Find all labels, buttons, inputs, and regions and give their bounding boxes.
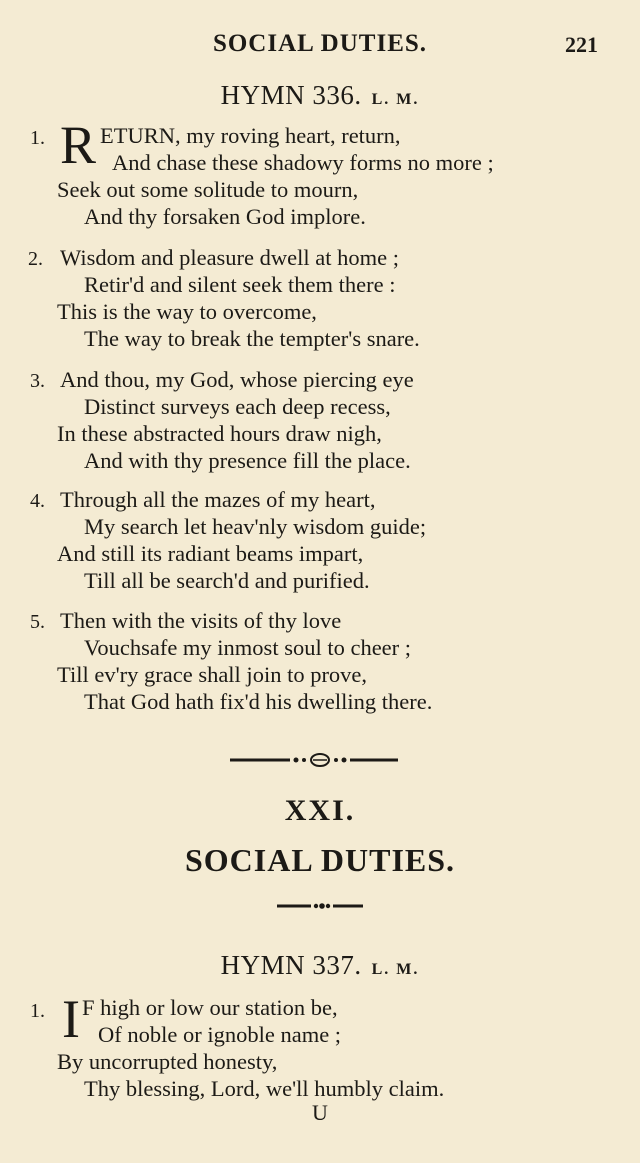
stanza-number: 3. — [30, 370, 45, 392]
verse-line: The way to break the tempter's snare. — [84, 326, 420, 351]
verse-line: Seek out some solitude to mourn, — [57, 177, 359, 202]
section-number: XXI. — [284, 794, 356, 827]
stanza-number: 2. — [28, 248, 43, 270]
drop-cap: R — [60, 115, 97, 175]
verse-line: Vouchsafe my inmost soul to cheer ; — [84, 635, 412, 660]
verse-line: Till all be search'd and purified. — [84, 568, 370, 593]
verse-line: Then with the visits of thy love — [60, 608, 342, 633]
stanza-number: 1. — [30, 1000, 45, 1022]
verse-line: ETURN, my roving heart, return, — [100, 123, 401, 148]
verse-line: Retir'd and silent seek them there : — [84, 272, 396, 297]
catchword: U — [312, 1100, 328, 1125]
verse-line: And chase these shadowy forms no more ; — [112, 150, 494, 175]
hymn-336-meter: L. M. — [371, 91, 420, 108]
verse-line: And with thy presence fill the place. — [84, 448, 411, 473]
hymn-337-meter: L. M. — [371, 961, 420, 978]
hymn-336-title — [0, 80, 640, 111]
small-ornament-icon — [0, 896, 640, 916]
hymn-337-title — [0, 950, 640, 981]
verse-line: My search let heav'nly wisdom guide; — [84, 514, 427, 539]
stanza-number: 5. — [30, 611, 45, 633]
verse-line: And still its radiant beams impart, — [57, 541, 364, 566]
stanza-number: 4. — [30, 490, 45, 512]
verse-line: Thy blessing, Lord, we'll humbly claim. — [84, 1076, 445, 1101]
verse-line: In these abstracted hours draw nigh, — [57, 421, 382, 446]
stanza-number: 1. — [30, 127, 45, 149]
verse-line: This is the way to overcome, — [57, 299, 317, 324]
hymn-337-title-text: HYMN 337. — [220, 950, 362, 980]
verse-line: Distinct surveys each deep recess, — [84, 394, 391, 419]
verse-line: F high or low our station be, — [82, 995, 338, 1020]
verse-line: And thy forsaken God implore. — [84, 204, 366, 229]
ornament-divider-icon — [0, 750, 640, 770]
drop-cap: I — [62, 989, 80, 1049]
running-head: SOCIAL DUTIES. — [212, 30, 428, 57]
verse-line: Through all the mazes of my heart, — [60, 487, 376, 512]
page-number: 221 — [565, 32, 598, 57]
verse-line: That God hath fix'd his dwelling there. — [84, 689, 433, 714]
verse-line: By uncorrupted honesty, — [57, 1049, 278, 1074]
verse-line: Of noble or ignoble name ; — [98, 1022, 342, 1047]
section-title: SOCIAL DUTIES. — [184, 842, 456, 878]
verse-line: And thou, my God, whose piercing eye — [60, 367, 414, 392]
verse-line: Till ev'ry grace shall join to prove, — [57, 662, 368, 687]
verse-line: Wisdom and pleasure dwell at home ; — [60, 245, 400, 270]
hymn-336-title-text: HYMN 336. — [220, 80, 362, 110]
